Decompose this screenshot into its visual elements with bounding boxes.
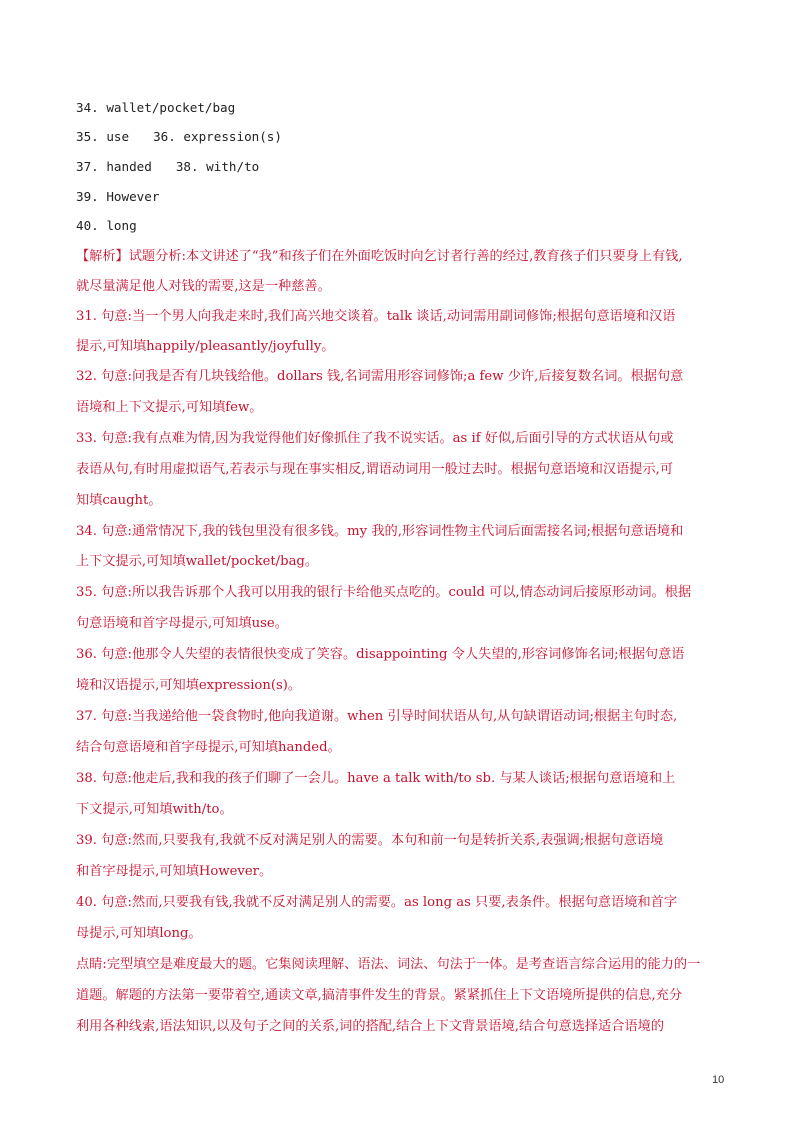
answer-40: 40. long xyxy=(76,218,137,233)
tip-line-2: 道题。解题的方法第一要带着空,通读文章,搞清事件发生的背景。紧紧抓住上下文语境所提供的信息,充分 xyxy=(76,988,683,1003)
analysis-q34-line-2: 上下文提示,可知填wallet/pocket/bag。 xyxy=(76,554,319,569)
analysis-q33-line-1: 33. 句意:我有点难为情,因为我觉得他们好像抓住了我不说实话。as if 好似,后面引导的方式状语从句或 xyxy=(76,431,674,446)
answer-37: 37. handed xyxy=(76,159,152,174)
analysis-q31-line-2: 提示,可知填happily/pleasantly/joyfully。 xyxy=(76,339,335,354)
analysis-q39-line-2: 和首字母提示,可知填However。 xyxy=(76,864,273,879)
analysis-q39-line-1: 39. 句意:然而,只要我有,我就不反对满足别人的需要。本句和前一句是转折关系,表强调;根据句意语境 xyxy=(76,833,664,848)
analysis-q38-line-1: 38. 句意:他走后,我和我的孩子们聊了一会儿。have a talk with/to sb. 与某人谈话;根据句意语境和上 xyxy=(76,771,676,786)
analysis-intro-line-1: 【解析】试题分析:本文讲述了“我”和孩子们在外面吃饭时向乞讨者行善的经过,教育孩子们只要身上有钱, xyxy=(76,249,683,264)
answer-35-36 xyxy=(76,128,282,146)
answer-37-38 xyxy=(76,158,259,176)
analysis-q35-line-2: 句意语境和首字母提示,可知填use。 xyxy=(76,616,288,631)
analysis-q40-line-2: 母提示,可知填long。 xyxy=(76,926,202,941)
answer-34: 34. wallet/pocket/bag xyxy=(76,100,236,115)
analysis-q36-line-1: 36. 句意:他那令人失望的表情很快变成了笑容。disappointing 令人失望的,形容词修饰名词;根据句意语 xyxy=(76,647,685,662)
analysis-q38-line-2: 下文提示,可知填with/to。 xyxy=(76,802,233,817)
answer-38: 38. with/to xyxy=(175,159,260,174)
tip-line-3: 利用各种线索,语法知识,以及句子之间的关系,词的搭配,结合上下文背景语境,结合句意选择适合语境的 xyxy=(76,1019,665,1034)
analysis-q33-line-3: 知填caught。 xyxy=(76,493,162,508)
analysis-q32-line-1: 32. 句意:问我是否有几块钱给他。dollars 钱,名词需用形容词修饰;a few 少许,后接复数名词。根据句意 xyxy=(76,369,684,384)
page-number: 10 xyxy=(712,1074,725,1086)
analysis-q40-line-1: 40. 句意:然而,只要我有钱,我就不反对满足别人的需要。as long as 只要,表条件。根据句意语境和首字 xyxy=(76,895,678,910)
answer-36: 36. expression(s) xyxy=(153,129,282,144)
analysis-q34-line-1: 34. 句意:通常情况下,我的钱包里没有很多钱。my 我的,形容词性物主代词后面需接名词;根据句意语境和 xyxy=(76,524,684,539)
analysis-q36-line-2: 境和汉语提示,可知填expression(s)。 xyxy=(76,678,302,693)
analysis-q35-line-1: 35. 句意:所以我告诉那个人我可以用我的银行卡给他买点吃的。could 可以,情态动词后接原形动词。根据 xyxy=(76,585,692,600)
analysis-q33-line-2: 表语从句,有时用虚拟语气,若表示与现在事实相反,谓语动词用一般过去时。根据句意语境和汉语提示,可 xyxy=(76,462,674,477)
analysis-q31-line-1: 31. 句意:当一个男人向我走来时,我们高兴地交谈着。talk 谈话,动词需用副词修饰;根据句意语境和汉语 xyxy=(76,309,676,324)
analysis-intro-line-2: 就尽量满足他人对钱的需要,这是一种慈善。 xyxy=(76,279,331,294)
answer-35: 35. use xyxy=(76,129,130,144)
answer-39: 39. However xyxy=(76,189,160,204)
analysis-q32-line-2: 语境和上下文提示,可知填few。 xyxy=(76,400,263,415)
tip-line-1: 点睛:完型填空是难度最大的题。它集阅读理解、语法、词法、句法于一体。是考查语言综合运用的能力的一 xyxy=(76,957,701,972)
analysis-q37-line-2: 结合句意语境和首字母提示,可知填handed。 xyxy=(76,740,341,755)
analysis-q37-line-1: 37. 句意:当我递给他一袋食物时,他向我道谢。when 引导时间状语从句,从句缺谓语动词;根据主句时态, xyxy=(76,709,678,724)
